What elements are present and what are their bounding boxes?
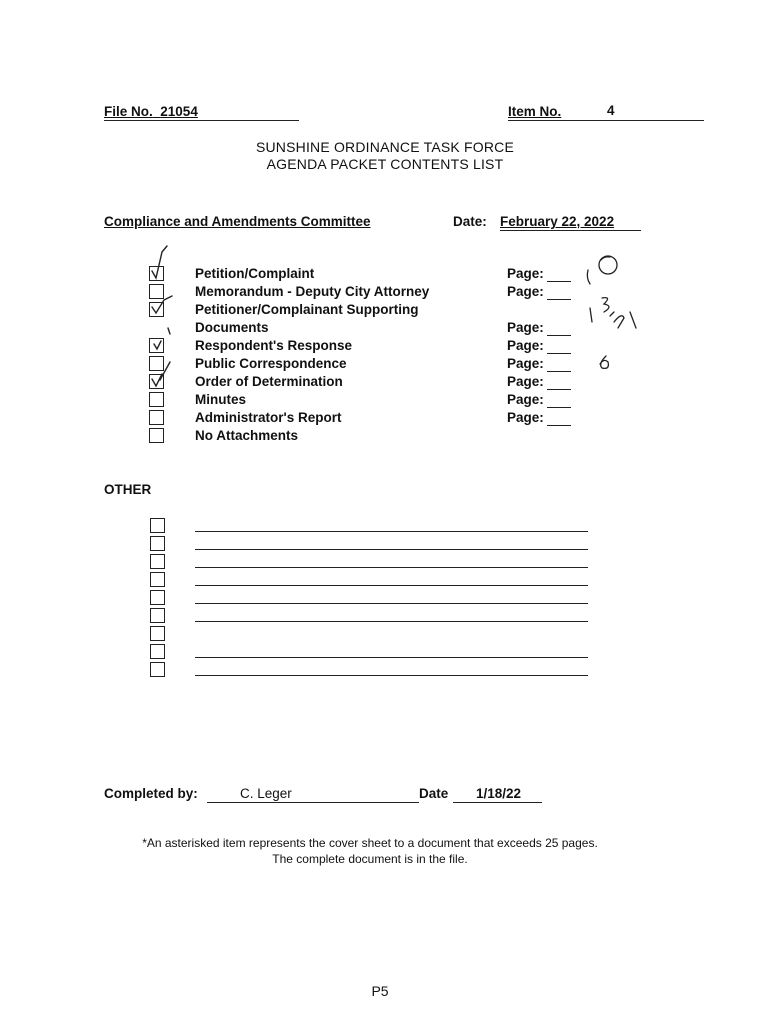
- file-number: 21054: [160, 104, 198, 119]
- date-label: Date:: [453, 214, 487, 229]
- item-order-of-determination: Order of Determination: [195, 374, 343, 389]
- other-line-4[interactable]: [195, 585, 588, 586]
- other-checkbox-4[interactable]: [150, 572, 165, 587]
- committee-name: Compliance and Amendments Committee: [104, 214, 371, 229]
- page-blank-documents: [547, 335, 571, 336]
- committee-date: February 22, 2022: [500, 214, 615, 229]
- other-line-6[interactable]: [195, 621, 588, 622]
- page-label-response: Page:: [507, 338, 544, 353]
- other-line-2[interactable]: [195, 549, 588, 550]
- file-no-underline: [104, 120, 299, 121]
- item-memorandum: Memorandum - Deputy City Attorney: [195, 284, 430, 299]
- other-checkbox-7[interactable]: [150, 626, 165, 641]
- handwritten-check-marks: [140, 244, 190, 454]
- completed-by-underline: [207, 802, 419, 803]
- page-label-memorandum: Page:: [507, 284, 544, 299]
- other-checkbox-6[interactable]: [150, 608, 165, 623]
- item-public-correspondence: Public Correspondence: [195, 356, 347, 371]
- item-label: Item No.: [508, 104, 562, 119]
- page-label-minutes: Page:: [507, 392, 544, 407]
- handwritten-page-numbers: [584, 248, 644, 378]
- item-administrators-report: Administrator's Report: [195, 410, 342, 425]
- item-minutes: Minutes: [195, 392, 247, 407]
- page-blank-order: [547, 389, 571, 390]
- other-checkbox-5[interactable]: [150, 590, 165, 605]
- other-heading: OTHER: [104, 482, 152, 497]
- other-line-1[interactable]: [195, 531, 588, 532]
- page-blank-memorandum: [547, 299, 571, 300]
- other-line-3[interactable]: [195, 567, 588, 568]
- item-number: 4: [607, 103, 615, 118]
- page-label-correspondence: Page:: [507, 356, 544, 371]
- completed-date-underline: [453, 802, 542, 803]
- page-number: P5: [371, 983, 389, 999]
- date-underline: [500, 230, 641, 231]
- page-blank-report: [547, 425, 571, 426]
- other-checkbox-8[interactable]: [150, 644, 165, 659]
- other-line-7[interactable]: [195, 657, 588, 658]
- item-petitioner-supporting: Petitioner/Complainant Supporting: [195, 302, 419, 317]
- other-checkbox-1[interactable]: [150, 518, 165, 533]
- completed-date-label: Date: [419, 786, 449, 801]
- footnote-line-2: The complete document is in the file.: [272, 852, 468, 866]
- page-blank-petition: [547, 281, 571, 282]
- title-line-1: SUNSHINE ORDINANCE TASK FORCE: [255, 139, 515, 155]
- completed-date: 1/18/22: [476, 786, 522, 801]
- other-line-5[interactable]: [195, 603, 588, 604]
- item-documents: Documents: [195, 320, 269, 335]
- page-blank-minutes: [547, 407, 571, 408]
- other-checkbox-2[interactable]: [150, 536, 165, 551]
- item-no-underline: [508, 120, 704, 121]
- item-respondents-response: Respondent's Response: [195, 338, 352, 353]
- page-blank-response: [547, 353, 571, 354]
- page-label-report: Page:: [507, 410, 544, 425]
- item-no-attachments: No Attachments: [195, 428, 299, 443]
- other-checkbox-3[interactable]: [150, 554, 165, 569]
- page-label-petition: Page:: [507, 266, 544, 281]
- item-petition-complaint: Petition/Complaint: [195, 266, 315, 281]
- completed-by-label: Completed by:: [104, 786, 198, 801]
- title-line-2: AGENDA PACKET CONTENTS LIST: [266, 156, 504, 172]
- file-label: File No. 21054: [104, 104, 198, 119]
- completed-by-name: C. Leger: [240, 786, 292, 801]
- footnote-line-1: *An asterisked item represents the cover sheet to a document that exceeds 25 pages.: [142, 836, 598, 850]
- page-label-order: Page:: [507, 374, 544, 389]
- other-line-8[interactable]: [195, 675, 588, 676]
- page-blank-correspondence: [547, 371, 571, 372]
- other-checkbox-9[interactable]: [150, 662, 165, 677]
- page-label-documents: Page:: [507, 320, 544, 335]
